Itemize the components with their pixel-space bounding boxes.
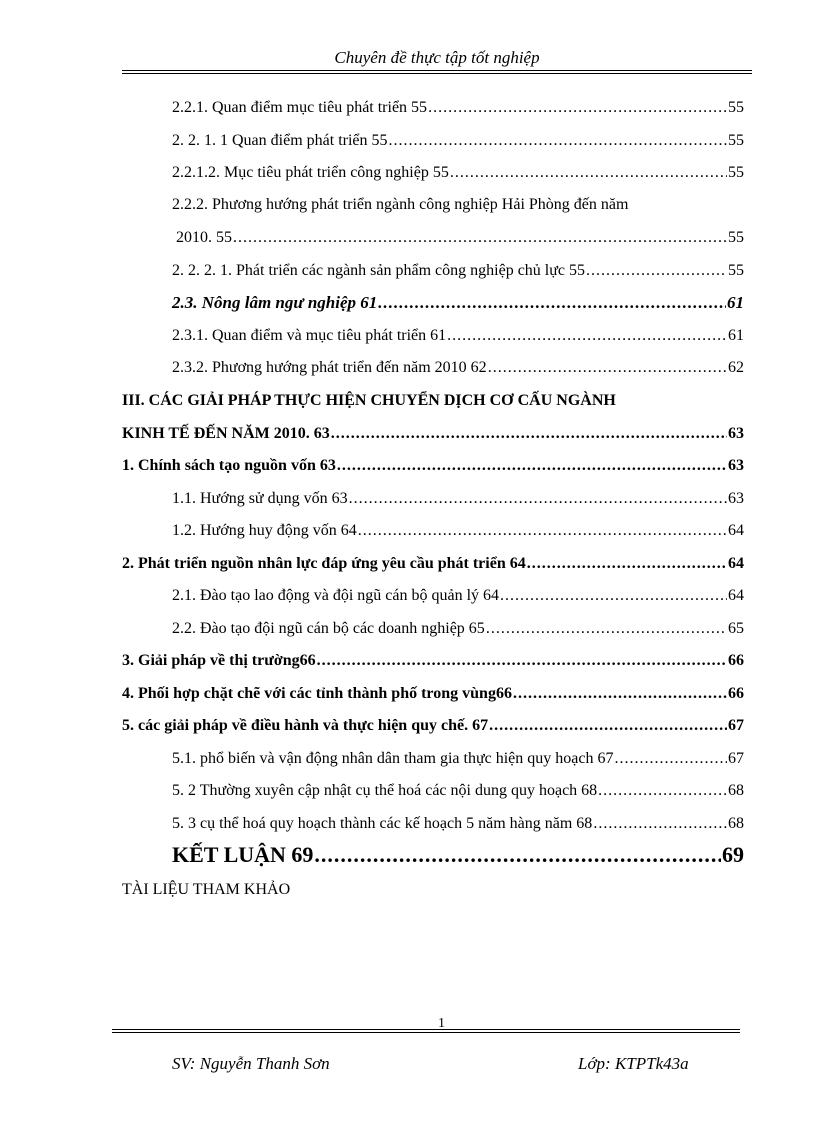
toc-leader [586,261,727,281]
header-rule [122,70,752,74]
toc-page-number: 68 [728,815,744,832]
toc-leader [314,842,721,868]
toc-page-number: 55 [728,262,744,279]
toc-page-number: 62 [728,359,744,376]
toc-entry-2-2-2-1[interactable] [172,261,744,281]
toc-leader [447,326,727,346]
toc-leader [527,554,727,574]
toc-page-number: 61 [728,327,744,344]
toc-entry-2-1[interactable] [172,586,744,606]
toc-entry-text: KINH TẾ ĐẾN NĂM 2010. 63 [122,425,330,442]
toc-entry-text: 2.2.1. Quan điểm mục tiêu phát triển 55 [172,99,428,116]
toc-entry-1-2[interactable] [172,521,744,541]
footer-student-name: SV: Nguyễn Thanh Sơn [172,1054,330,1073]
toc-page-number: 61 [727,293,744,312]
toc-leader [489,716,727,736]
toc-leader [500,586,727,606]
toc-leader [331,424,727,444]
toc-page-number: 63 [728,457,744,474]
toc-entry-2[interactable] [122,554,744,574]
toc-leader [614,749,727,769]
toc-entry-text: 5. các giải pháp về điều hành và thực hiện quy chế. 67 [122,717,489,734]
toc-entry-2-2-1-2[interactable] [172,163,744,183]
toc-page-number: 68 [728,782,744,799]
toc-leader [598,781,727,801]
toc-entry-text: 2. 2. 2. 1. Phát triển các ngành sản phẩm công nghiệp chủ lực 55 [172,262,586,279]
toc-page-number: 55 [728,229,744,246]
toc-entry-text: KẾT LUẬN 69 [172,842,314,867]
toc-entry-5-3[interactable] [172,814,744,834]
toc-entry-4[interactable] [122,684,744,704]
toc-entry-text: 4. Phối hợp chặt chẽ với các tỉnh thành phố trong vùng66 [122,685,512,702]
toc-leader [593,814,727,834]
toc-entry-text: 2.3. Nông lâm ngư nghiệp 61 [172,293,378,312]
toc-entry-text: 1. Chính sách tạo nguồn vốn 63 [122,457,336,474]
toc-entry-2-2-1-1[interactable] [172,131,744,151]
toc-leader [389,131,727,151]
toc-entry-text: 1.1. Hướng sử dụng vốn 63 [172,490,348,507]
toc-leader [450,163,727,183]
toc-leader [488,358,727,378]
toc-leader [358,521,727,541]
toc-entry-1-1[interactable] [172,489,744,509]
toc-entry-2-3-2[interactable] [172,358,744,378]
toc-leader [337,456,727,476]
toc-entry-5[interactable] [122,716,744,736]
toc-entry-text: 5. 3 cụ thể hoá quy hoạch thành các kế hoạch 5 năm hàng năm 68 [172,815,593,832]
toc-page-number: 64 [728,522,744,539]
toc-entry-2-2-2-line1[interactable]: 2.2.2. Phương hướng phát triển ngành công nghiệp Hải Phòng đến năm [172,196,629,213]
toc-leader [349,489,727,509]
toc-entry-III-line1[interactable]: III. CÁC GIẢI PHÁP THỰC HIỆN CHUYỂN DỊCH CƠ CẤU NGÀNH [122,392,616,409]
toc-entry-text: 2. 2. 1. 1 Quan điểm phát triển 55 [172,132,388,149]
toc-entry-5-1[interactable] [172,749,744,769]
toc-page-number: 69 [722,842,744,867]
toc-entry-3[interactable] [122,651,744,671]
toc-page-number: 55 [728,164,744,181]
toc-entry-2-2[interactable] [172,619,744,639]
toc-entry-2-2-1[interactable] [172,98,744,118]
toc-page-number: 55 [728,99,744,116]
toc-entry-5-2[interactable] [172,781,744,801]
toc-entry-2-3-1[interactable] [172,326,744,346]
toc-page-number: 67 [728,750,744,767]
toc-entry-references[interactable]: TÀI LIỆU THAM KHẢO [122,881,291,898]
toc-leader [428,98,727,118]
toc-page-number: 65 [728,620,744,637]
toc-entry-text: 2.2. Đào tạo đội ngũ cán bộ các doanh nghiệp 65 [172,620,485,637]
toc-leader [486,619,727,639]
toc-entry-III-line2[interactable] [122,424,744,444]
toc-page-number: 55 [728,132,744,149]
toc-entry-conclusion[interactable] [172,842,744,868]
toc-page-number: 66 [728,652,744,669]
toc-page-number: 63 [728,425,744,442]
toc-leader [513,684,727,704]
toc-entry-text: 5.1. phổ biến và vận động nhân dân tham gia thực hiện quy hoạch 67 [172,750,614,767]
toc-leader [233,228,727,248]
toc-entry-2-2-2-line2[interactable] [176,228,744,248]
toc-entry-text: 2.2.1.2. Mục tiêu phát triển công nghiệp 55 [172,164,449,181]
footer-class: Lớp: KTPTk43a [578,1054,689,1073]
toc-page-number: 66 [728,685,744,702]
toc-entry-text: 3. Giải pháp về thị trường66 [122,652,316,669]
toc-page-number: 63 [728,490,744,507]
footer-rule [112,1029,740,1033]
header-title: Chuyên đề thực tập tốt nghiệp [334,48,540,67]
toc-entry-text: 2. Phát triển nguồn nhân lực đáp ứng yêu cầu phát triển 64 [122,555,526,572]
page-number: 1 [438,1016,445,1031]
toc-entry-2-3[interactable] [172,293,744,313]
toc-page-number: 67 [728,717,744,734]
toc-page-number: 64 [728,587,744,604]
toc-entry-text: 5. 2 Thường xuyên cập nhật cụ thể hoá các nội dung quy hoạch 68 [172,782,598,799]
toc-entry-text: 2010. 55 [176,229,232,246]
toc-entry-1[interactable] [122,456,744,476]
toc-leader [378,293,726,313]
toc-page-number: 64 [728,555,744,572]
toc-entry-text: 1.2. Hướng huy động vốn 64 [172,522,357,539]
toc-leader [317,651,727,671]
toc-entry-text: 2.1. Đào tạo lao động và đội ngũ cán bộ quản lý 64 [172,587,500,604]
toc-entry-text: 2.3.2. Phương hướng phát triển đến năm 2010 62 [172,359,487,376]
toc-entry-text: 2.3.1. Quan điểm và mục tiêu phát triển 61 [172,327,447,344]
